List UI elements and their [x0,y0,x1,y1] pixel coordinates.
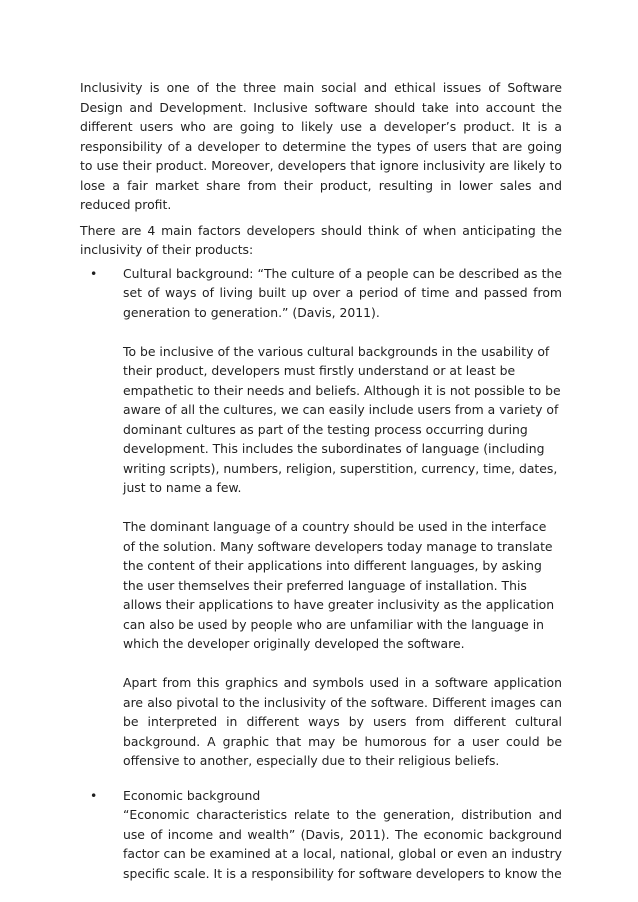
cultural-background-paragraph: To be inclusive of the various cultural backgrounds in the usability of their product, developers must firstly understand or at least be empathetic to their needs and beliefs. Although it is not possible to be aware of all the cultures, we can easily include users from a variety of dominant cultures as part of the testing process occurring during development. This includes the subordinates of language (including writing scripts), numbers, religion, superstition, currency, time, dates, just to name a few. [123,343,561,495]
document-body [80,78,562,883]
bullet-icon: • [90,787,98,803]
bullet-icon: • [90,265,98,281]
list-item-economic-background [80,786,562,884]
graphics-symbols-paragraph: Apart from this graphics and symbols used in a software application are also pivotal to the inclusivity of the software. Different images can be interpreted in different ways by users from different cultural background. A graphic that may be humorous for a user could be offensive to another, especially due to their religious beliefs. [123,675,562,768]
economic-background-lead: Economic background [123,787,261,803]
list-item-cultural-background [80,264,562,771]
factors-list [80,264,562,884]
factors-intro-paragraph: There are 4 main factors developers should think of when anticipating the inclusivity of their products: [80,222,562,257]
language-paragraph: The dominant language of a country should be used in the interface of the solution. Many software developers today manage to translate the content of their applications into different languages, by asking the user themselves their preferred language of installation. This allows their applications to have greater inclusivity as the application can also be used by people who are unfamiliar with the language in which the developer originally developed the software. [123,519,555,651]
economic-background-paragraph: “Economic characteristics relate to the generation, distribution and use of income and wealth” (Davis, 2011). The economic background factor can be examined at a local, national, global or even an industry specific scale. It is a responsibility for software developers to know the [123,807,562,881]
cultural-background-lead: Cultural background: “The culture of a people can be described as the set of ways of living built up over a period of time and passed from generation to generation.” (Davis, 2011). [123,265,562,320]
intro-paragraph: Inclusivity is one of the three main social and ethical issues of Software Design and Development. Inclusive software should take into account the different users who are going to likely use a developer’s product. It is a responsibility of a developer to determine the types of users that are going to use their product. Moreover, developers that ignore inclusivity are likely to lose a fair market share from their product, resulting in lower sales and reduced profit. [80,80,562,212]
